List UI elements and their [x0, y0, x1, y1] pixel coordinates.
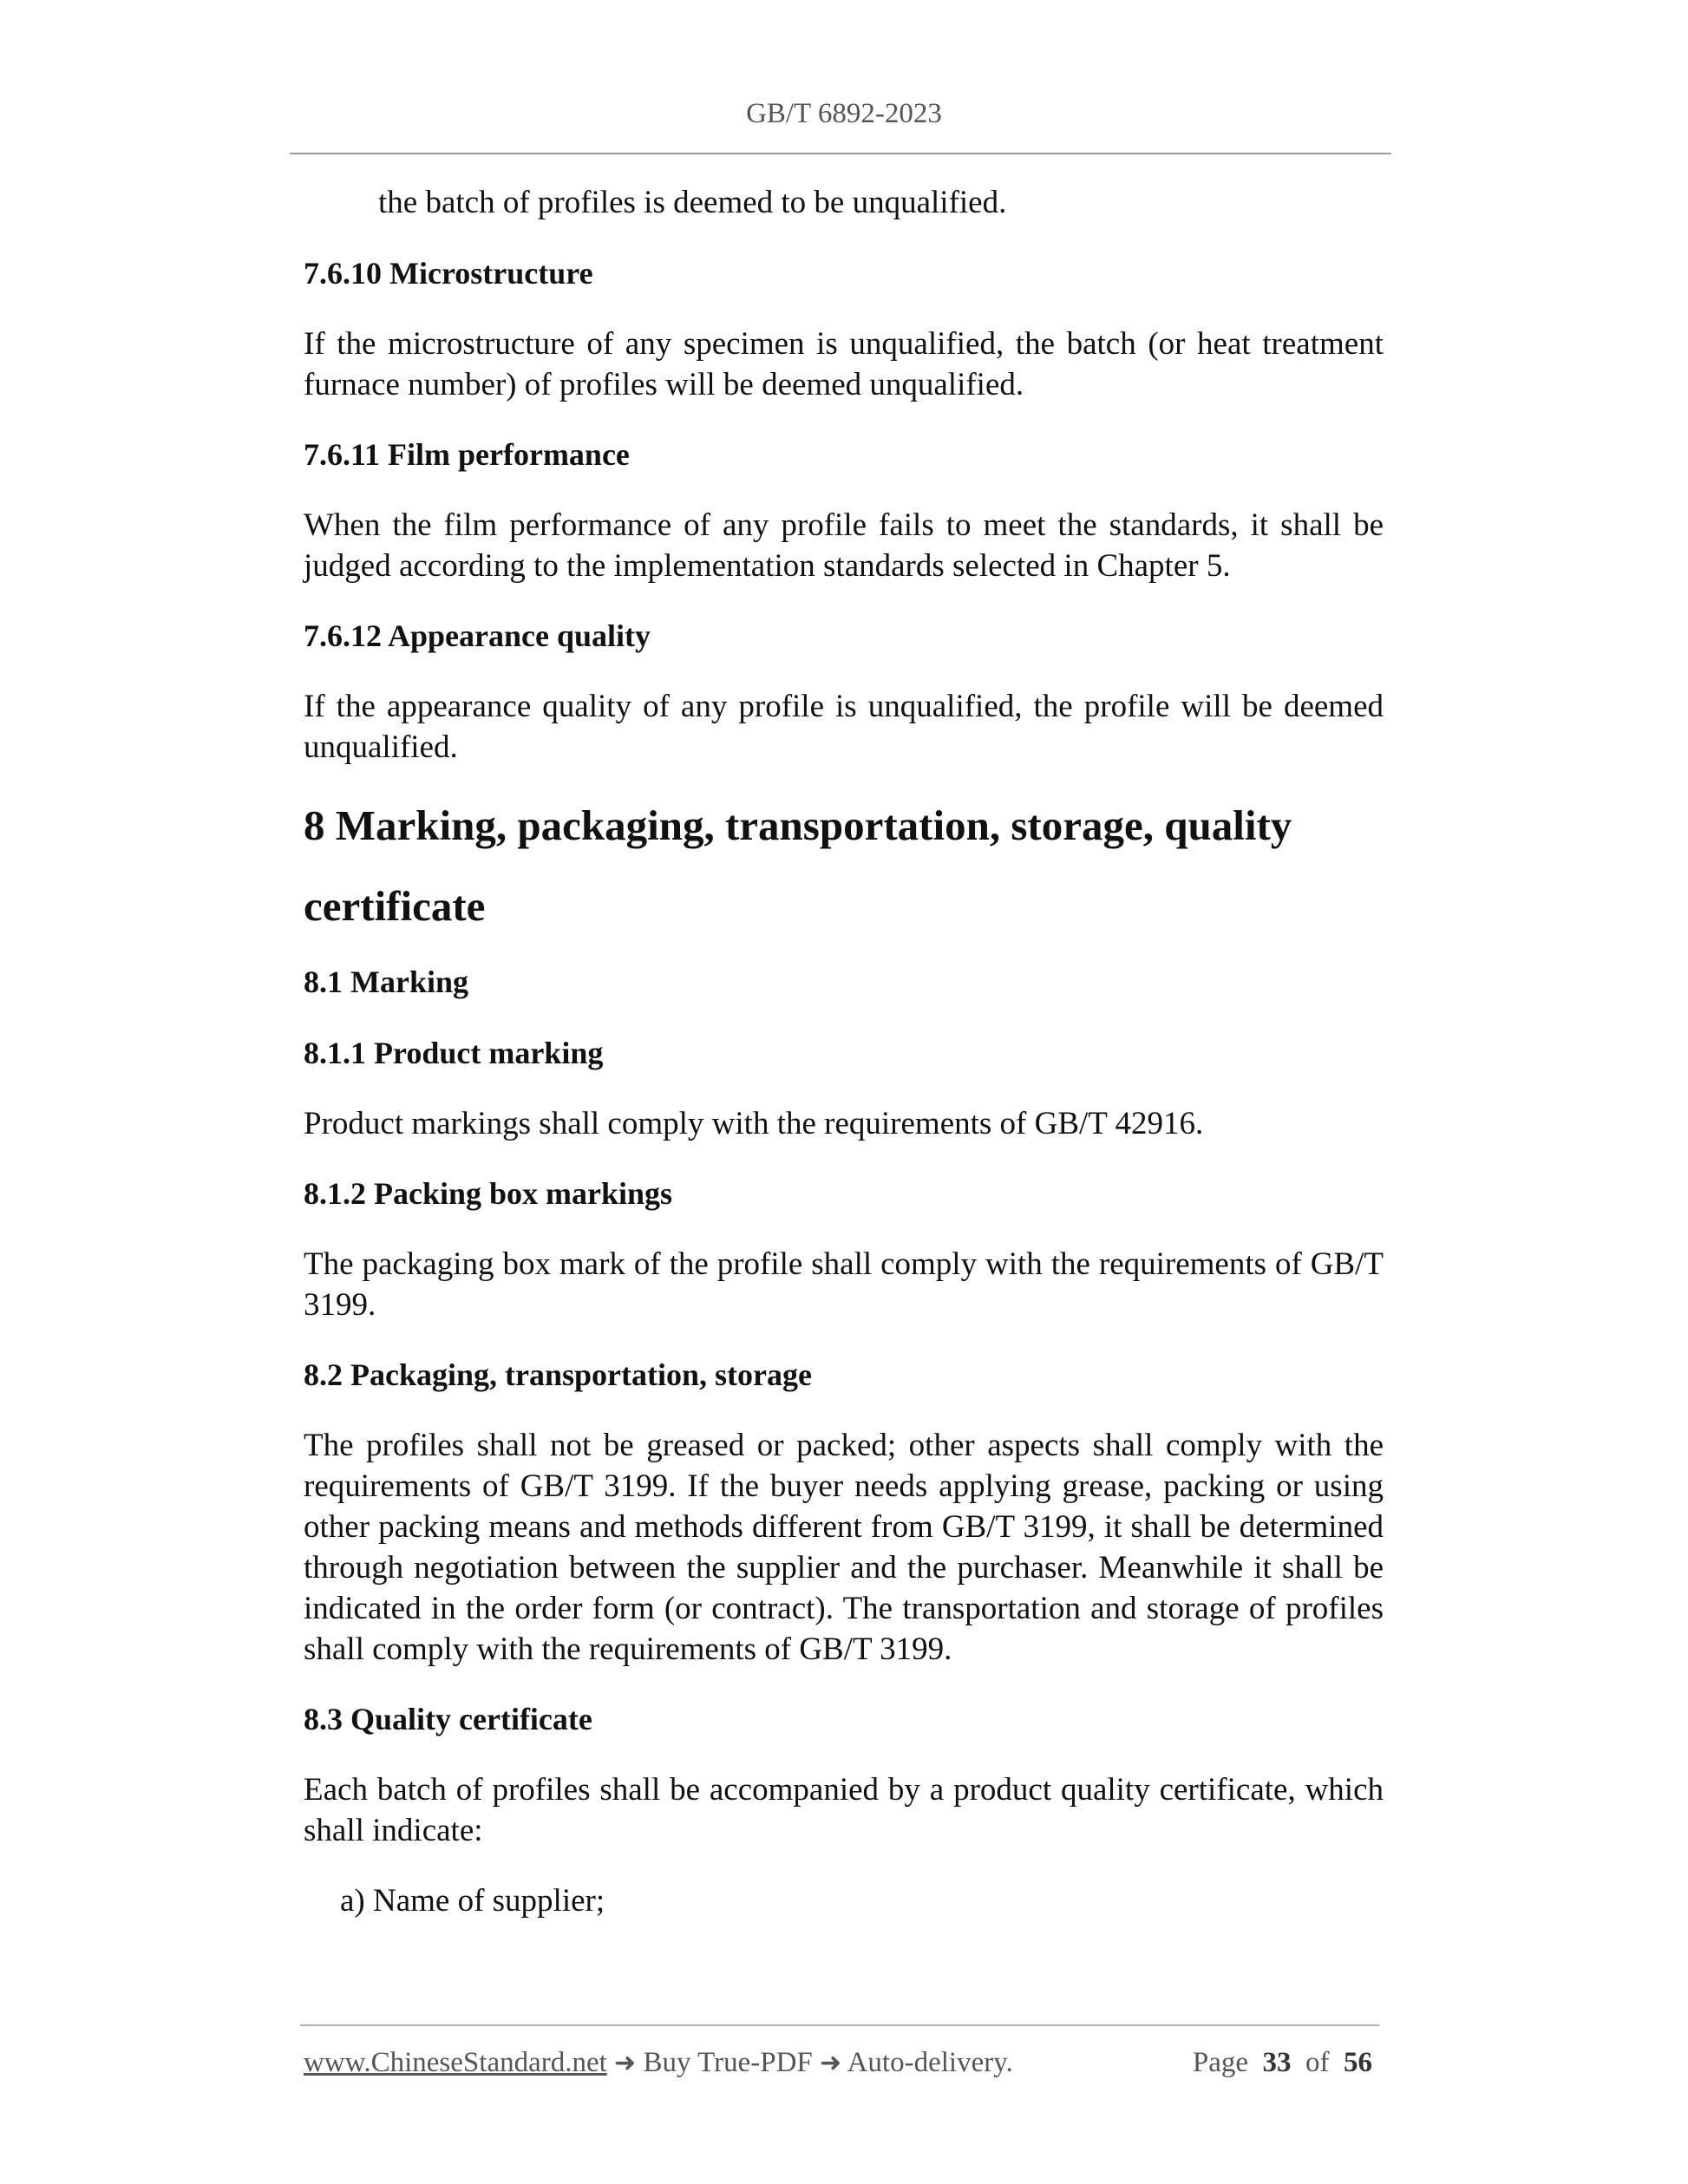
section-7-6-11-paragraph: When the film performance of any profile fails to meet the standards, it shall be judged according to the implementation standards selected in Chapter 5. — [304, 507, 1384, 584]
list-item: a) Name of supplier; — [340, 1883, 605, 1919]
continued-paragraph: the batch of profiles is deemed to be unqualified. — [378, 185, 1007, 220]
website-link[interactable]: www.ChineseStandard.net — [304, 2047, 607, 2078]
arrow-right-icon: ➜ — [614, 2048, 637, 2078]
section-7-6-10-heading: 7.6.10 Microstructure — [304, 256, 593, 291]
section-8-1-2-heading: 8.1.2 Packing box markings — [304, 1176, 673, 1211]
section-8-1-1-heading: 8.1.1 Product marking — [304, 1036, 604, 1070]
section-8-1-1-paragraph: Product markings shall comply with the requirements of GB/T 42916. — [304, 1106, 1204, 1141]
section-8-2-paragraph: The profiles shall not be greased or packed; other aspects shall comply with the requirements of GB/T 3199. If the buyer needs applying grease, packing or using other packing means and methods different from GB/T 3199, it shall be determined through negotiation between the supplier and the purchaser. Meanwhile it shall be indicated in the order form (or contract). The transportation and storage of profiles shall comply with the requirements of GB/T 3199. — [304, 1428, 1384, 1667]
total-pages-number: 56 — [1344, 2047, 1372, 2078]
arrow-right-icon: ➜ — [820, 2048, 842, 2078]
buy-pdf-text: Buy True-PDF — [643, 2047, 813, 2078]
chapter-8-heading: 8 Marking, packaging, transportation, storage, quality certificate — [304, 801, 1292, 930]
page-label: Page — [1192, 2047, 1248, 2078]
section-7-6-12-paragraph: If the appearance quality of any profile is unqualified, the profile will be deemed unqualified. — [304, 689, 1384, 765]
section-7-6-12-heading: 7.6.12 Appearance quality — [304, 618, 651, 653]
page-content — [304, 182, 1384, 1921]
auto-delivery-text: Auto-delivery. — [847, 2047, 1013, 2078]
document-header-title: GB/T 6892-2023 — [746, 98, 942, 129]
page-of-label: of — [1305, 2047, 1330, 2078]
current-page-number: 33 — [1262, 2047, 1292, 2078]
footer-promo — [304, 2043, 1013, 2083]
section-8-1-2-paragraph: The packaging box mark of the profile shall comply with the requirements of GB/T 3199. — [304, 1246, 1384, 1323]
section-8-3-paragraph: Each batch of profiles shall be accompanied by a product quality certificate, which shall indicate: — [304, 1772, 1384, 1848]
page-number — [1193, 2043, 1372, 2082]
section-7-6-11-heading: 7.6.11 Film performance — [304, 437, 630, 472]
footer-divider — [300, 2024, 1379, 2026]
header-divider — [290, 153, 1391, 154]
section-8-1-heading: 8.1 Marking — [304, 964, 469, 999]
section-8-3-heading: 8.3 Quality certificate — [304, 1702, 592, 1736]
section-7-6-10-paragraph: If the microstructure of any specimen is unqualified, the batch (or heat treatment furnace number) of profiles will be deemed unqualified. — [304, 326, 1384, 402]
section-8-2-heading: 8.2 Packaging, transportation, storage — [304, 1357, 812, 1392]
